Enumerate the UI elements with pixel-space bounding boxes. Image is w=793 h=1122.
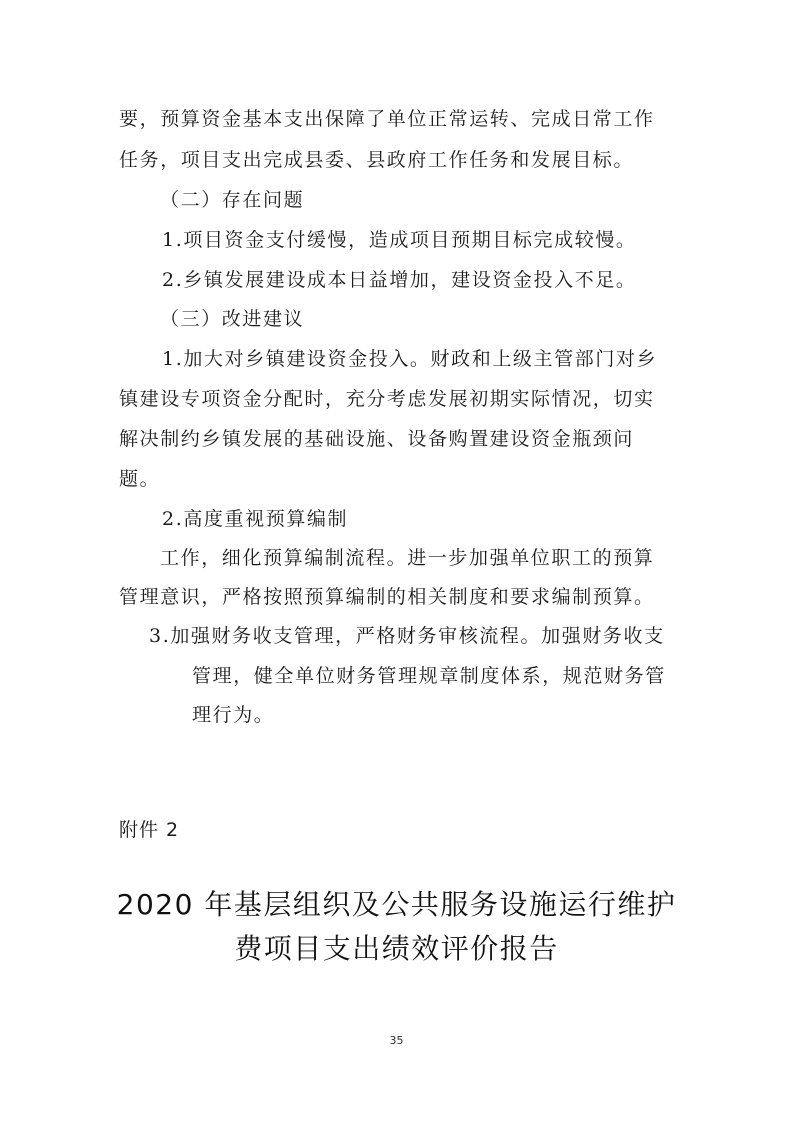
body-line: 要，预算资金基本支出保障了单位正常运转、完成日常工作 (119, 108, 655, 130)
body-line: 理行为。 (192, 704, 275, 726)
body-line: 任务，项目支出完成县委、县政府工作任务和发展目标。 (119, 149, 635, 171)
body-line: 题。 (119, 468, 161, 490)
body-line: 1.加大对乡镇建设资金投入。财政和上级主管部门对乡 (162, 348, 658, 370)
body-line: 3.加强财务收支管理，严格财务审核流程。加强财务收支 (149, 625, 665, 647)
report-title-line-2: 费项目支出绩效评价报告 (234, 932, 559, 965)
body-line: 镇建设专项资金分配时，充分考虑发展初期实际情况，切实 (119, 388, 655, 410)
body-line: 工作，细化预算编制流程。进一步加强单位职工的预算 (160, 547, 655, 569)
report-title-line-1: 2020 年基层组织及公共服务设施运行维护 (116, 888, 677, 921)
body-line: 解决制约乡镇发展的基础设施、设备购置建设资金瓶颈问 (119, 428, 635, 450)
body-line: 管理意识，严格按照预算编制的相关制度和要求编制预算。 (119, 586, 655, 608)
body-line: 管理，健全单位财务管理规章制度体系，规范财务管 (192, 665, 666, 687)
attachment-label: 附件 2 (119, 819, 180, 841)
body-line: 1.项目资金支付缓慢，造成项目预期目标完成较慢。 (162, 229, 637, 251)
page-number: 35 (389, 1034, 404, 1047)
body-line: 2.高度重视预算编制 (162, 508, 349, 530)
section-heading: （二）存在问题 (160, 189, 305, 211)
body-line: 2.乡镇发展建设成本日益增加，建设资金投入不足。 (162, 269, 637, 291)
section-heading: （三）改进建议 (160, 308, 305, 330)
